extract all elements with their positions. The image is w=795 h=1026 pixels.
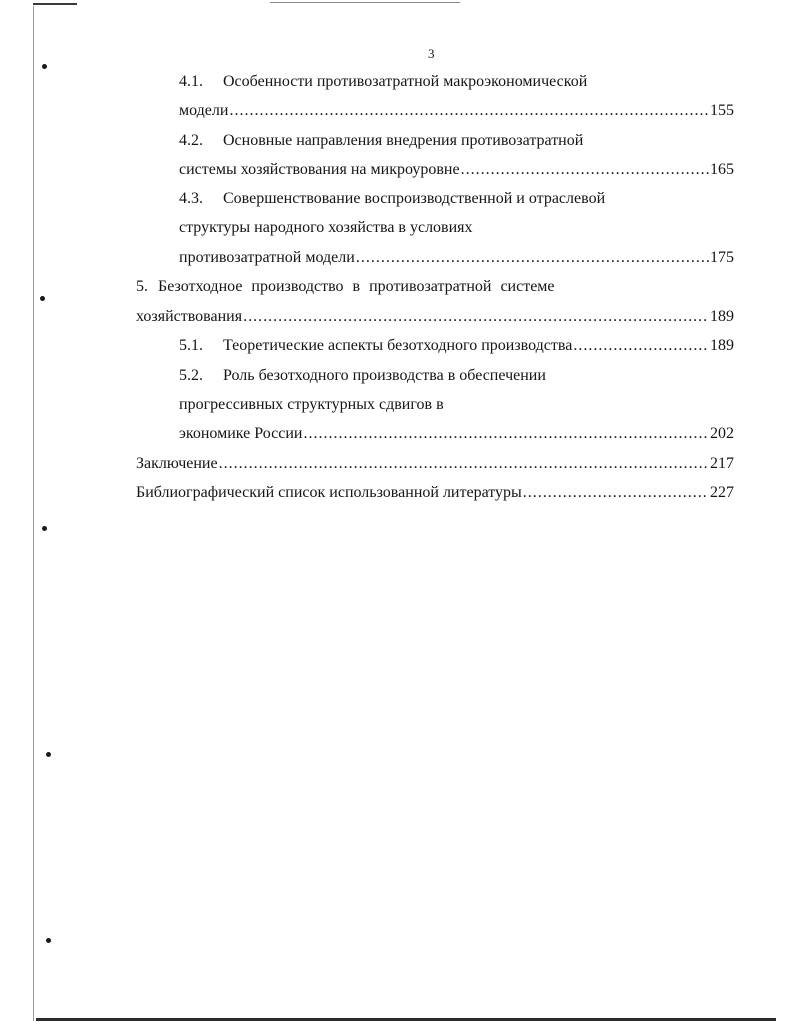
toc-entry-number: 4.3. — [179, 190, 203, 207]
dot-leader — [356, 247, 709, 269]
page-number: 3 — [428, 46, 435, 61]
toc-page-number: 155 — [710, 102, 734, 119]
toc-entry-title: прогрессивных структурных сдвигов в — [179, 396, 444, 413]
toc-entry-4-2-continuation — [179, 159, 734, 181]
dot-leader — [303, 423, 709, 445]
toc-entry-title: Роль безотходного производства в обеспечении — [223, 367, 546, 384]
punch-hole-mark — [46, 938, 51, 943]
dot-leader — [243, 306, 709, 328]
toc-entry-title: Безотходное производство в противозатратной системе — [158, 278, 555, 295]
scan-edge-left — [33, 6, 34, 1021]
toc-page-number: 202 — [710, 425, 734, 442]
toc-entry-title: модели — [179, 102, 229, 119]
toc-entry-title: системы хозяйствования на микроуровне — [179, 161, 460, 178]
punch-hole-mark — [40, 296, 45, 301]
toc-entry-4-2 — [179, 130, 583, 152]
toc-page-number: 189 — [710, 337, 734, 354]
toc-entry-4-1 — [179, 71, 587, 93]
toc-entry-number: 5. — [136, 278, 148, 295]
toc-entry-title: противозатратной модели — [179, 249, 355, 266]
toc-entry-5-2 — [179, 365, 546, 387]
toc-page-number: 217 — [710, 455, 734, 472]
toc-entry-title: Основные направления внедрения противозатратной — [223, 132, 584, 149]
toc-entry-5-continuation — [136, 306, 734, 328]
dot-leader — [461, 159, 709, 181]
toc-page-number: 165 — [710, 161, 734, 178]
toc-entry-title: хозяйствования — [136, 308, 243, 325]
toc-entry-number: 5.2. — [179, 367, 203, 384]
dot-leader — [219, 453, 709, 475]
toc-entry-title: Теоретические аспекты безотходного производства — [223, 337, 573, 354]
punch-hole-mark — [42, 526, 47, 531]
punch-hole-mark — [42, 64, 47, 69]
toc-entry-title: структуры народного хозяйства в условиях — [179, 219, 473, 236]
toc-entry-4-3 — [179, 188, 605, 210]
toc-entry-title: Совершенствование воспроизводственной и отраслевой — [223, 190, 606, 207]
scan-edge-bottom — [36, 1018, 776, 1021]
dot-leader — [229, 100, 709, 122]
toc-entry-number: 5.1. — [179, 337, 203, 354]
scan-edge-top-center — [270, 2, 460, 3]
toc-entry-5-1 — [179, 335, 734, 357]
toc-page-number: 227 — [710, 484, 734, 501]
scan-edge-top-left — [33, 3, 77, 5]
toc-entry-5 — [136, 276, 610, 298]
toc-entry-4-3-continuation — [179, 217, 473, 239]
dot-leader — [523, 482, 709, 504]
toc-entry-4-1-continuation — [179, 100, 734, 122]
toc-page-number: 175 — [710, 249, 734, 266]
toc-entry-title: Заключение — [136, 455, 218, 472]
toc-entry-title: Библиографический список использованной литературы — [136, 484, 522, 501]
toc-page-number: 189 — [710, 308, 734, 325]
toc-entry-5-2-continuation — [179, 394, 444, 416]
toc-entry-number: 4.1. — [179, 73, 203, 90]
dot-leader — [573, 335, 709, 357]
toc-entry-number: 4.2. — [179, 132, 203, 149]
toc-entry-title: экономике России — [179, 425, 303, 442]
toc-entry-bibliography — [136, 482, 734, 504]
toc-entry-conclusion — [136, 453, 734, 475]
toc-entry-5-2-continuation — [179, 423, 734, 445]
toc-entry-4-3-continuation — [179, 247, 734, 269]
punch-hole-mark — [46, 752, 51, 757]
toc-entry-title: Особенности противозатратной макроэкономической — [223, 73, 588, 90]
